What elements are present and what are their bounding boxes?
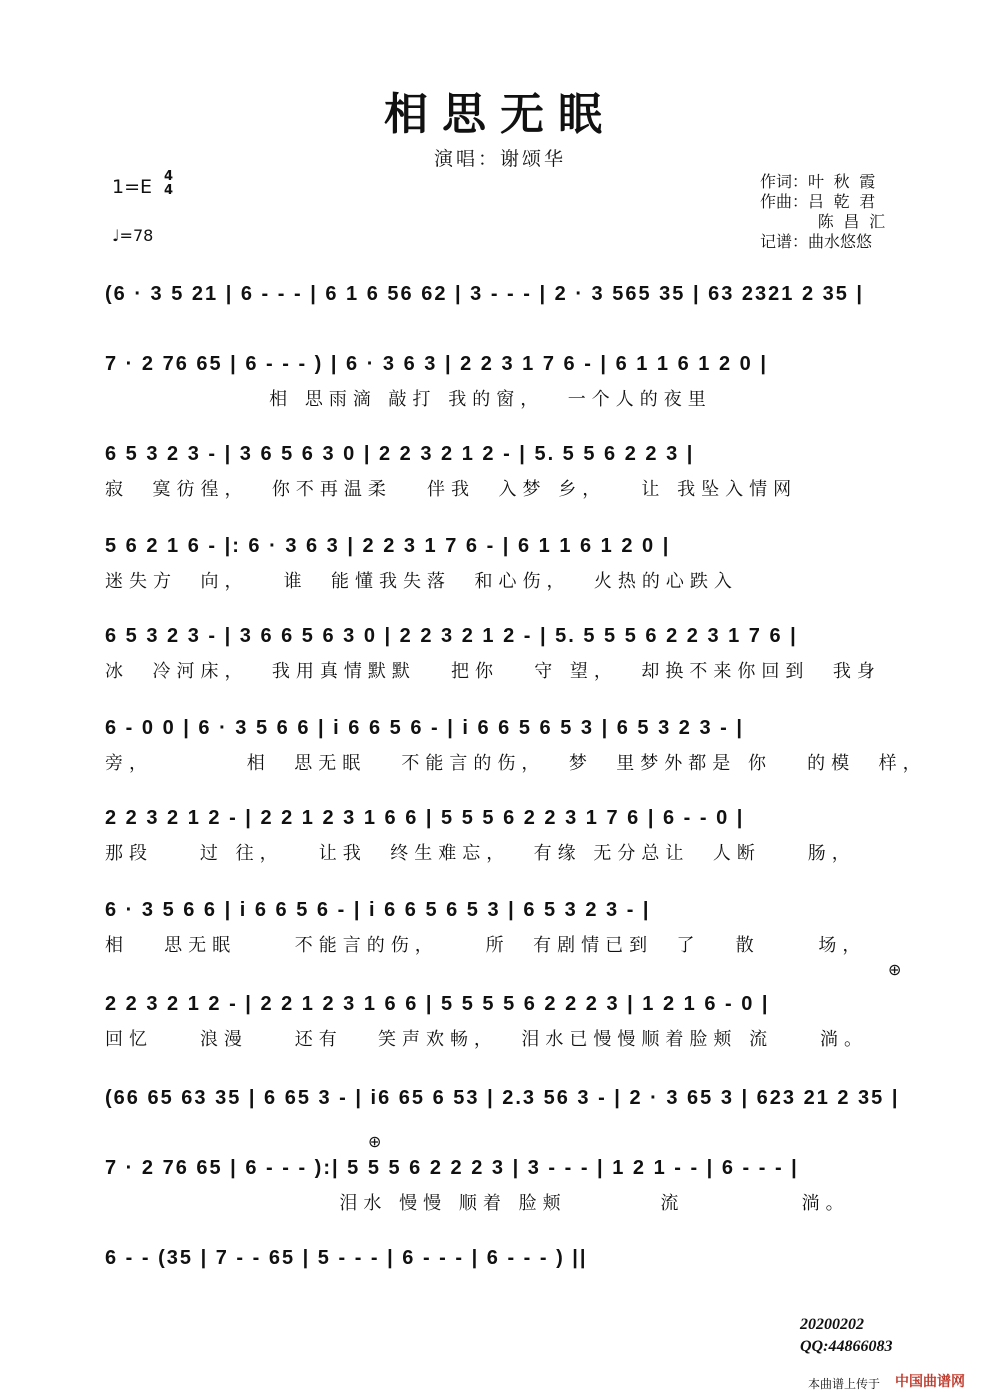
staff-line-11 [105,1152,905,1218]
lyrics-line: 相 思无眠 不能言的伤， 所 有剧情已到 了 散 场， [105,935,867,956]
notes-line: 5 6 2 1 6 - |: 6 · 3 6 3 | 2 2 3 1 7 6 - | 6 1 1 6 1 2 0 | [105,535,671,557]
lyrics-line: 相 思雨滴 敲打 我的窗， 一个人的夜里 [105,389,712,410]
notes-line: 6 5 3 2 3 - | 3 6 5 6 3 0 | 2 2 3 2 1 2 - | 5. 5 5 6 2 2 3 | [105,443,695,465]
lyrics-line [105,1120,905,1148]
staff-line-10 [105,1082,905,1148]
lyrics-line [105,1280,905,1308]
notes-line: 7 · 2 76 65 | 6 - - - ) | 6 · 3 6 3 | 2 2 3 1 7 6 - | 6 1 1 6 1 2 0 | [105,353,768,375]
notes-line: 6 - - (35 | 7 - - 65 | 5 - - - | 6 - - - | 6 - - - ) || [105,1247,588,1269]
credits-block: 作词：叶 秋 霞 作曲：吕 乾 君 陈 昌 汇 记谱：曲水悠悠 [760,172,886,251]
staff-line-4 [105,530,905,596]
staff-line-8 [105,894,905,960]
qq-text: QQ:44866083 [800,1338,893,1355]
time-signature-top: 4 [164,169,174,184]
notes-line: 6 5 3 2 3 - | 3 6 6 5 6 3 0 | 2 2 3 2 1 2 - | 5. 5 5 5 6 2 2 3 1 7 6 | [105,625,798,647]
staff-line-12 [105,1242,905,1308]
staff-line-7 [105,802,905,868]
notes-line: 6 - 0 0 | 6 · 3 5 6 6 | i 6 6 5 6 - | i 6 6 5 6 5 3 | 6 5 3 2 3 - | [105,717,744,739]
notes-line: 7 · 2 76 65 | 6 - - - ):| 5 5 5 6 2 2 2 3 | 3 - - - | 1 2 1 - - | 6 - - - | [105,1157,799,1179]
staff-line-3 [105,438,905,504]
transcriber-meta [800,1314,892,1358]
staff-line-5 [105,620,905,686]
lyrics-line: 冰 冷河床， 我用真情默默 把你 守 望， 却换不来你回到 我身 [105,661,881,682]
staff-line-6 [105,712,927,778]
lyrics-line: 迷失方 向， 谁 能懂我失落 和心伤， 火热的心跌入 [105,571,738,592]
notes-line: 2 2 3 2 1 2 - | 2 2 1 2 3 1 6 6 | 5 5 5 6 2 2 3 1 7 6 | 6 - - 0 | [105,807,745,829]
lyrics-line: 回忆 浪漫 还有 笑声欢畅， 泪水已慢慢顺着脸颊 流 淌。 [105,1029,868,1050]
coda-sign: ⊕ [888,960,902,979]
staff-line-2 [105,348,905,414]
lyrics-line: 寂 寞彷徨， 你不再温柔 伴我 入梦 乡， 让 我坠入情网 [105,479,798,500]
site-logo[interactable]: 中国曲谱网 [895,1374,965,1390]
lyrics-line: 旁， 相 思无眠 不能言的伤， 梦 里梦外都是 你 的模 样， [105,753,927,774]
notes-line: 6 · 3 5 6 6 | i 6 6 5 6 - | i 6 6 5 6 5 3 | 6 5 3 2 3 - | [105,899,651,921]
tempo-marking: ♩=78 [112,226,154,245]
staff-line-9 [105,988,905,1054]
time-signature-bottom: 4 [164,183,174,198]
notes-line: (66 65 63 35 | 6 65 3 - | i6 65 6 53 | 2.3 56 3 - | 2 · 3 65 3 | 623 21 2 35 | [105,1087,900,1109]
singer-credit: 演唱：谢颂华 [433,148,566,170]
staff-line-1 [105,278,905,344]
notes-line: 2 2 3 2 1 2 - | 2 2 1 2 3 1 6 6 | 5 5 5 5 6 2 2 2 3 | 1 2 1 6 - 0 | [105,993,770,1015]
date-text: 20200202 [800,1316,864,1333]
time-signature [164,170,173,198]
song-title: 相思无眠 [384,89,616,140]
lyrics-line: 那段 过 往， 让我 终生难忘， 有缘 无分总让 人断 肠， [105,843,856,864]
notes-line: (6 · 3 5 21 | 6 - - - | 6 1 6 56 62 | 3 - - - | 2 · 3 565 35 | 63 2321 2 35 | [105,283,865,305]
key-signature: 1=E [112,176,153,198]
upload-note: 本曲谱上传于 [808,1377,881,1391]
coda-sign: ⊕ [368,1132,382,1151]
lyrics-line [105,316,905,344]
lyrics-line: 泪水 慢慢 顺着 脸颊 流 淌。 [105,1193,850,1214]
